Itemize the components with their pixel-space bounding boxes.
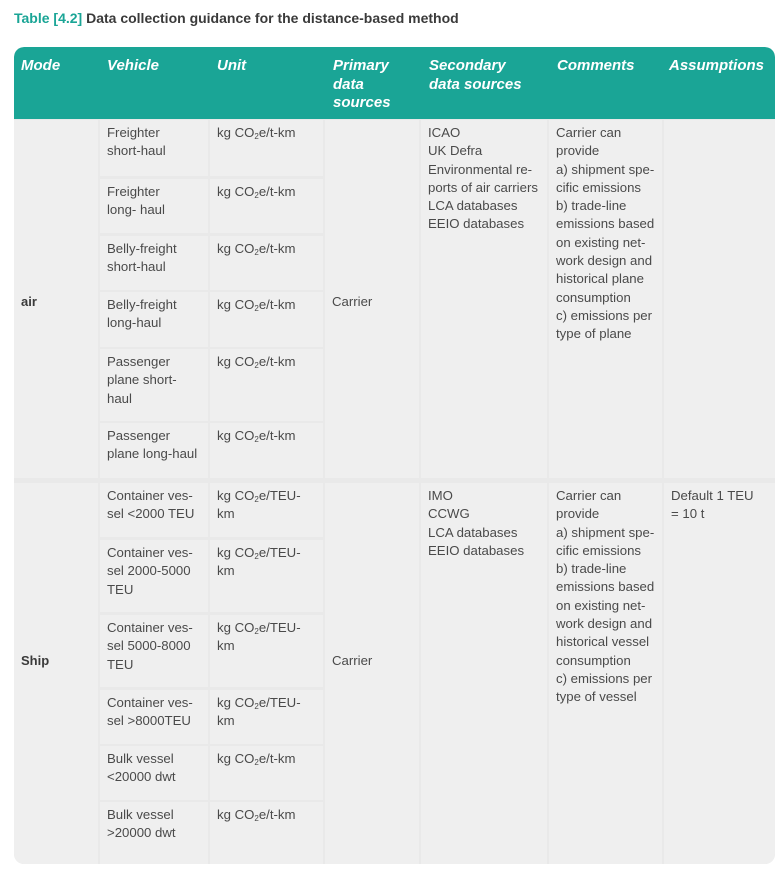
header-secondary-sources: Secondary data sources (429, 57, 522, 93)
table-header (14, 47, 775, 119)
unit-suffix: e/TEU-km (217, 620, 301, 654)
secondary-cell: ICAO UK Defra Environmental re- ports of air carriers LCA databases EEIO databases (421, 120, 547, 478)
unit-subscript: 2 (254, 435, 259, 444)
header-unit: Unit (217, 57, 247, 74)
unit-cell (210, 292, 323, 347)
unit-subscript: 2 (254, 191, 259, 200)
vehicle-cell: Container ves- sel 2000-5000 TEU (100, 540, 208, 612)
unit-prefix: kg CO (217, 241, 255, 256)
primary-source: Carrier (332, 294, 373, 309)
primary-source: Carrier (332, 653, 373, 668)
vehicle-cell: Belly-freight long-haul (100, 292, 208, 347)
primary-cell (325, 483, 419, 864)
unit-prefix: kg CO (217, 620, 255, 635)
vehicle-cell: Passenger plane short- haul (100, 349, 208, 421)
comments-cell: Carrier can provide a) shipment spe- cific emissions b) trade-line emissions based on existing net- work design and historical plane consumption c) emissions per type of plane (549, 120, 662, 478)
unit-prefix: kg CO (217, 488, 255, 503)
unit-cell (210, 615, 323, 687)
unit-prefix: kg CO (217, 297, 255, 312)
secondary-cell: IMO CCWG LCA databases EEIO databases (421, 483, 547, 864)
unit-subscript: 2 (254, 627, 259, 636)
unit-subscript: 2 (254, 495, 259, 504)
unit-suffix: e/t-km (258, 807, 296, 822)
unit-cell (210, 236, 323, 290)
unit-suffix: e/t-km (258, 354, 296, 369)
unit-subscript: 2 (254, 304, 259, 313)
unit-prefix: kg CO (217, 125, 255, 140)
unit-suffix: e/t-km (258, 125, 296, 140)
unit-cell (210, 802, 323, 864)
vehicle-cell: Bulk vessel >20000 dwt (100, 802, 208, 864)
unit-prefix: kg CO (217, 751, 255, 766)
unit-subscript: 2 (254, 814, 259, 823)
vehicle-cell: Freighter short-haul (100, 120, 208, 176)
data-table (14, 47, 775, 864)
header-primary-sources: Primary data sources (333, 57, 391, 111)
unit-suffix: e/t-km (258, 241, 296, 256)
vehicle-cell: Belly-freight short-haul (100, 236, 208, 290)
table-title: Data collection guidance for the distance-based method (86, 10, 459, 26)
unit-prefix: kg CO (217, 354, 255, 369)
unit-suffix: e/TEU-km (217, 488, 301, 522)
vehicle-cell: Bulk vessel <20000 dwt (100, 746, 208, 800)
assumptions-cell (664, 120, 775, 478)
unit-prefix: kg CO (217, 545, 255, 560)
vehicle-cell: Passenger plane long-haul (100, 423, 208, 478)
unit-subscript: 2 (254, 758, 259, 767)
unit-suffix: e/t-km (258, 297, 296, 312)
comments-cell: Carrier can provide a) shipment spe- cific emissions b) trade-line emissions based on existing net- work design and historical vessel consumption c) emissions per type of vessel (549, 483, 662, 864)
unit-suffix: e/t-km (258, 428, 296, 443)
header-assumptions: Assumptions (669, 57, 765, 74)
unit-prefix: kg CO (217, 184, 255, 199)
unit-cell (210, 690, 323, 744)
vehicle-cell: Container ves- sel >8000TEU (100, 690, 208, 744)
unit-cell (210, 483, 323, 537)
mode-cell (14, 483, 98, 864)
header-mode: Mode (21, 57, 61, 74)
mode-label: air (21, 294, 37, 309)
vehicle-cell: Container ves- sel <2000 TEU (100, 483, 208, 537)
vehicle-cell: Container ves- sel 5000-8000 TEU (100, 615, 208, 687)
unit-subscript: 2 (254, 361, 259, 370)
header-vehicle: Vehicle (107, 57, 159, 74)
unit-subscript: 2 (254, 552, 259, 561)
assumptions-cell: Default 1 TEU = 10 t (664, 483, 775, 864)
unit-subscript: 2 (254, 702, 259, 711)
unit-suffix: e/t-km (258, 184, 296, 199)
unit-suffix: e/TEU-km (217, 545, 301, 579)
unit-cell (210, 179, 323, 233)
unit-suffix: e/TEU-km (217, 695, 301, 729)
unit-cell (210, 540, 323, 612)
unit-subscript: 2 (254, 248, 259, 257)
unit-prefix: kg CO (217, 807, 255, 822)
unit-cell (210, 423, 323, 478)
table-caption (14, 10, 459, 26)
unit-cell (210, 349, 323, 421)
unit-prefix: kg CO (217, 695, 255, 710)
unit-prefix: kg CO (217, 428, 255, 443)
table-number: Table [4.2] (14, 10, 83, 26)
unit-suffix: e/t-km (258, 751, 296, 766)
unit-subscript: 2 (254, 132, 259, 141)
vehicle-cell: Freighter long- haul (100, 179, 208, 233)
unit-cell (210, 746, 323, 800)
mode-label: Ship (21, 653, 50, 668)
unit-cell (210, 120, 323, 176)
header-comments: Comments (557, 57, 635, 74)
